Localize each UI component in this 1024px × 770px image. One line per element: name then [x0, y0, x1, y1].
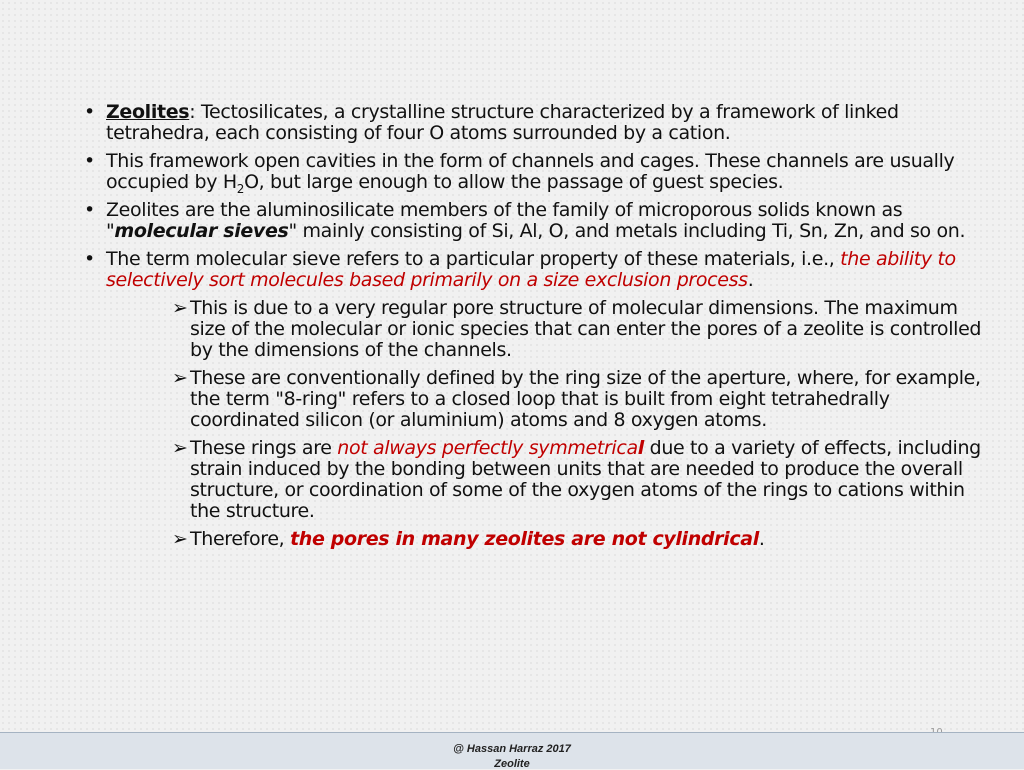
- sub-bullet-ring-symmetry: [172, 438, 984, 522]
- bullet-molecular-sieve-property: [84, 249, 984, 291]
- bullet-aluminosilicate: [84, 200, 984, 242]
- term-zeolites: Zeolites: [106, 101, 190, 123]
- emphasis-size-exclusion: the ability to selectively sort molecules based primarily on a size exclusion process: [106, 248, 956, 291]
- bullet-text: : Tectosilicates, a crystalline structure characterized by a framework of linked tetrahedra, each consisting of four O atoms surrounded by a cation.: [106, 101, 899, 144]
- slide-footer: [0, 732, 1024, 769]
- bullet-dot: •: [84, 199, 95, 221]
- sub-bullet-conclusion: [172, 529, 984, 550]
- bullet-text-continued: .: [747, 269, 754, 291]
- bullet-text-continued: " mainly consisting of Si, Al, O, and metals including Ti, Sn, Zn, and so on.: [288, 220, 966, 242]
- bullet-framework-cavities: [84, 150, 984, 196]
- sub-bullet-text: This is due to a very regular pore structure of molecular dimensions. The maximum size of the molecular or ionic species that can enter the pores of a zeolite is controlled by the dimensions of the channels.: [190, 297, 982, 361]
- emphasis-molecular-sieves: molecular sieves: [114, 220, 289, 242]
- emphasis-not-symmetrical-end: l: [637, 437, 644, 459]
- arrow-bullet-icon: ➢: [172, 297, 188, 319]
- sub-bullet-text: Therefore,: [190, 528, 291, 550]
- sub-bullet-text: These are conventionally defined by the ring size of the aperture, where, for example, the term "8-ring" refers to a closed loop that is built from eight tetrahedrally coordinated silicon (or aluminium) atoms and 8 oxygen atoms.: [190, 367, 981, 431]
- bullet-zeolites-definition: [84, 102, 984, 144]
- subscript-2: 2: [236, 181, 245, 196]
- sub-bullet-text-continued: .: [758, 528, 765, 550]
- bullet-dot: •: [84, 248, 95, 270]
- sub-bullet-text-continued: due to a variety of effects, including strain induced by the bonding between units that are needed to produce the overall structure, or coordination of some of the oxygen atoms of the rings to cations within the structure.: [190, 437, 981, 522]
- sub-bullet-text: These rings are: [190, 437, 338, 459]
- emphasis-not-symmetrical: not always perfectly symmetrica: [337, 437, 638, 459]
- bullet-dot: •: [84, 101, 95, 123]
- sub-bullet-pore-structure: [172, 298, 984, 361]
- arrow-bullet-icon: ➢: [172, 437, 188, 459]
- arrow-bullet-icon: ➢: [172, 367, 188, 389]
- sub-bullet-ring-size: [172, 368, 984, 431]
- footer-author: @ Hassan Harraz 2017: [453, 743, 571, 755]
- bullet-dot: •: [84, 150, 95, 172]
- bullet-text: The term molecular sieve refers to a particular property of these materials, i.e.,: [106, 248, 841, 270]
- bullet-text-continued: O, but large enough to allow the passage of guest species.: [244, 171, 784, 193]
- emphasis-not-cylindrical: the pores in many zeolites are not cylindrical: [290, 528, 759, 550]
- bullet-text: Zeolites are the aluminosilicate members of the family of microporous solids known as ": [106, 199, 903, 242]
- bullet-text: This framework open cavities in the form of channels and cages. These channels are usually occupied by H: [106, 150, 955, 193]
- slide-body: [84, 102, 984, 557]
- footer-topic: Zeolite: [494, 758, 530, 770]
- arrow-bullet-icon: ➢: [172, 528, 188, 550]
